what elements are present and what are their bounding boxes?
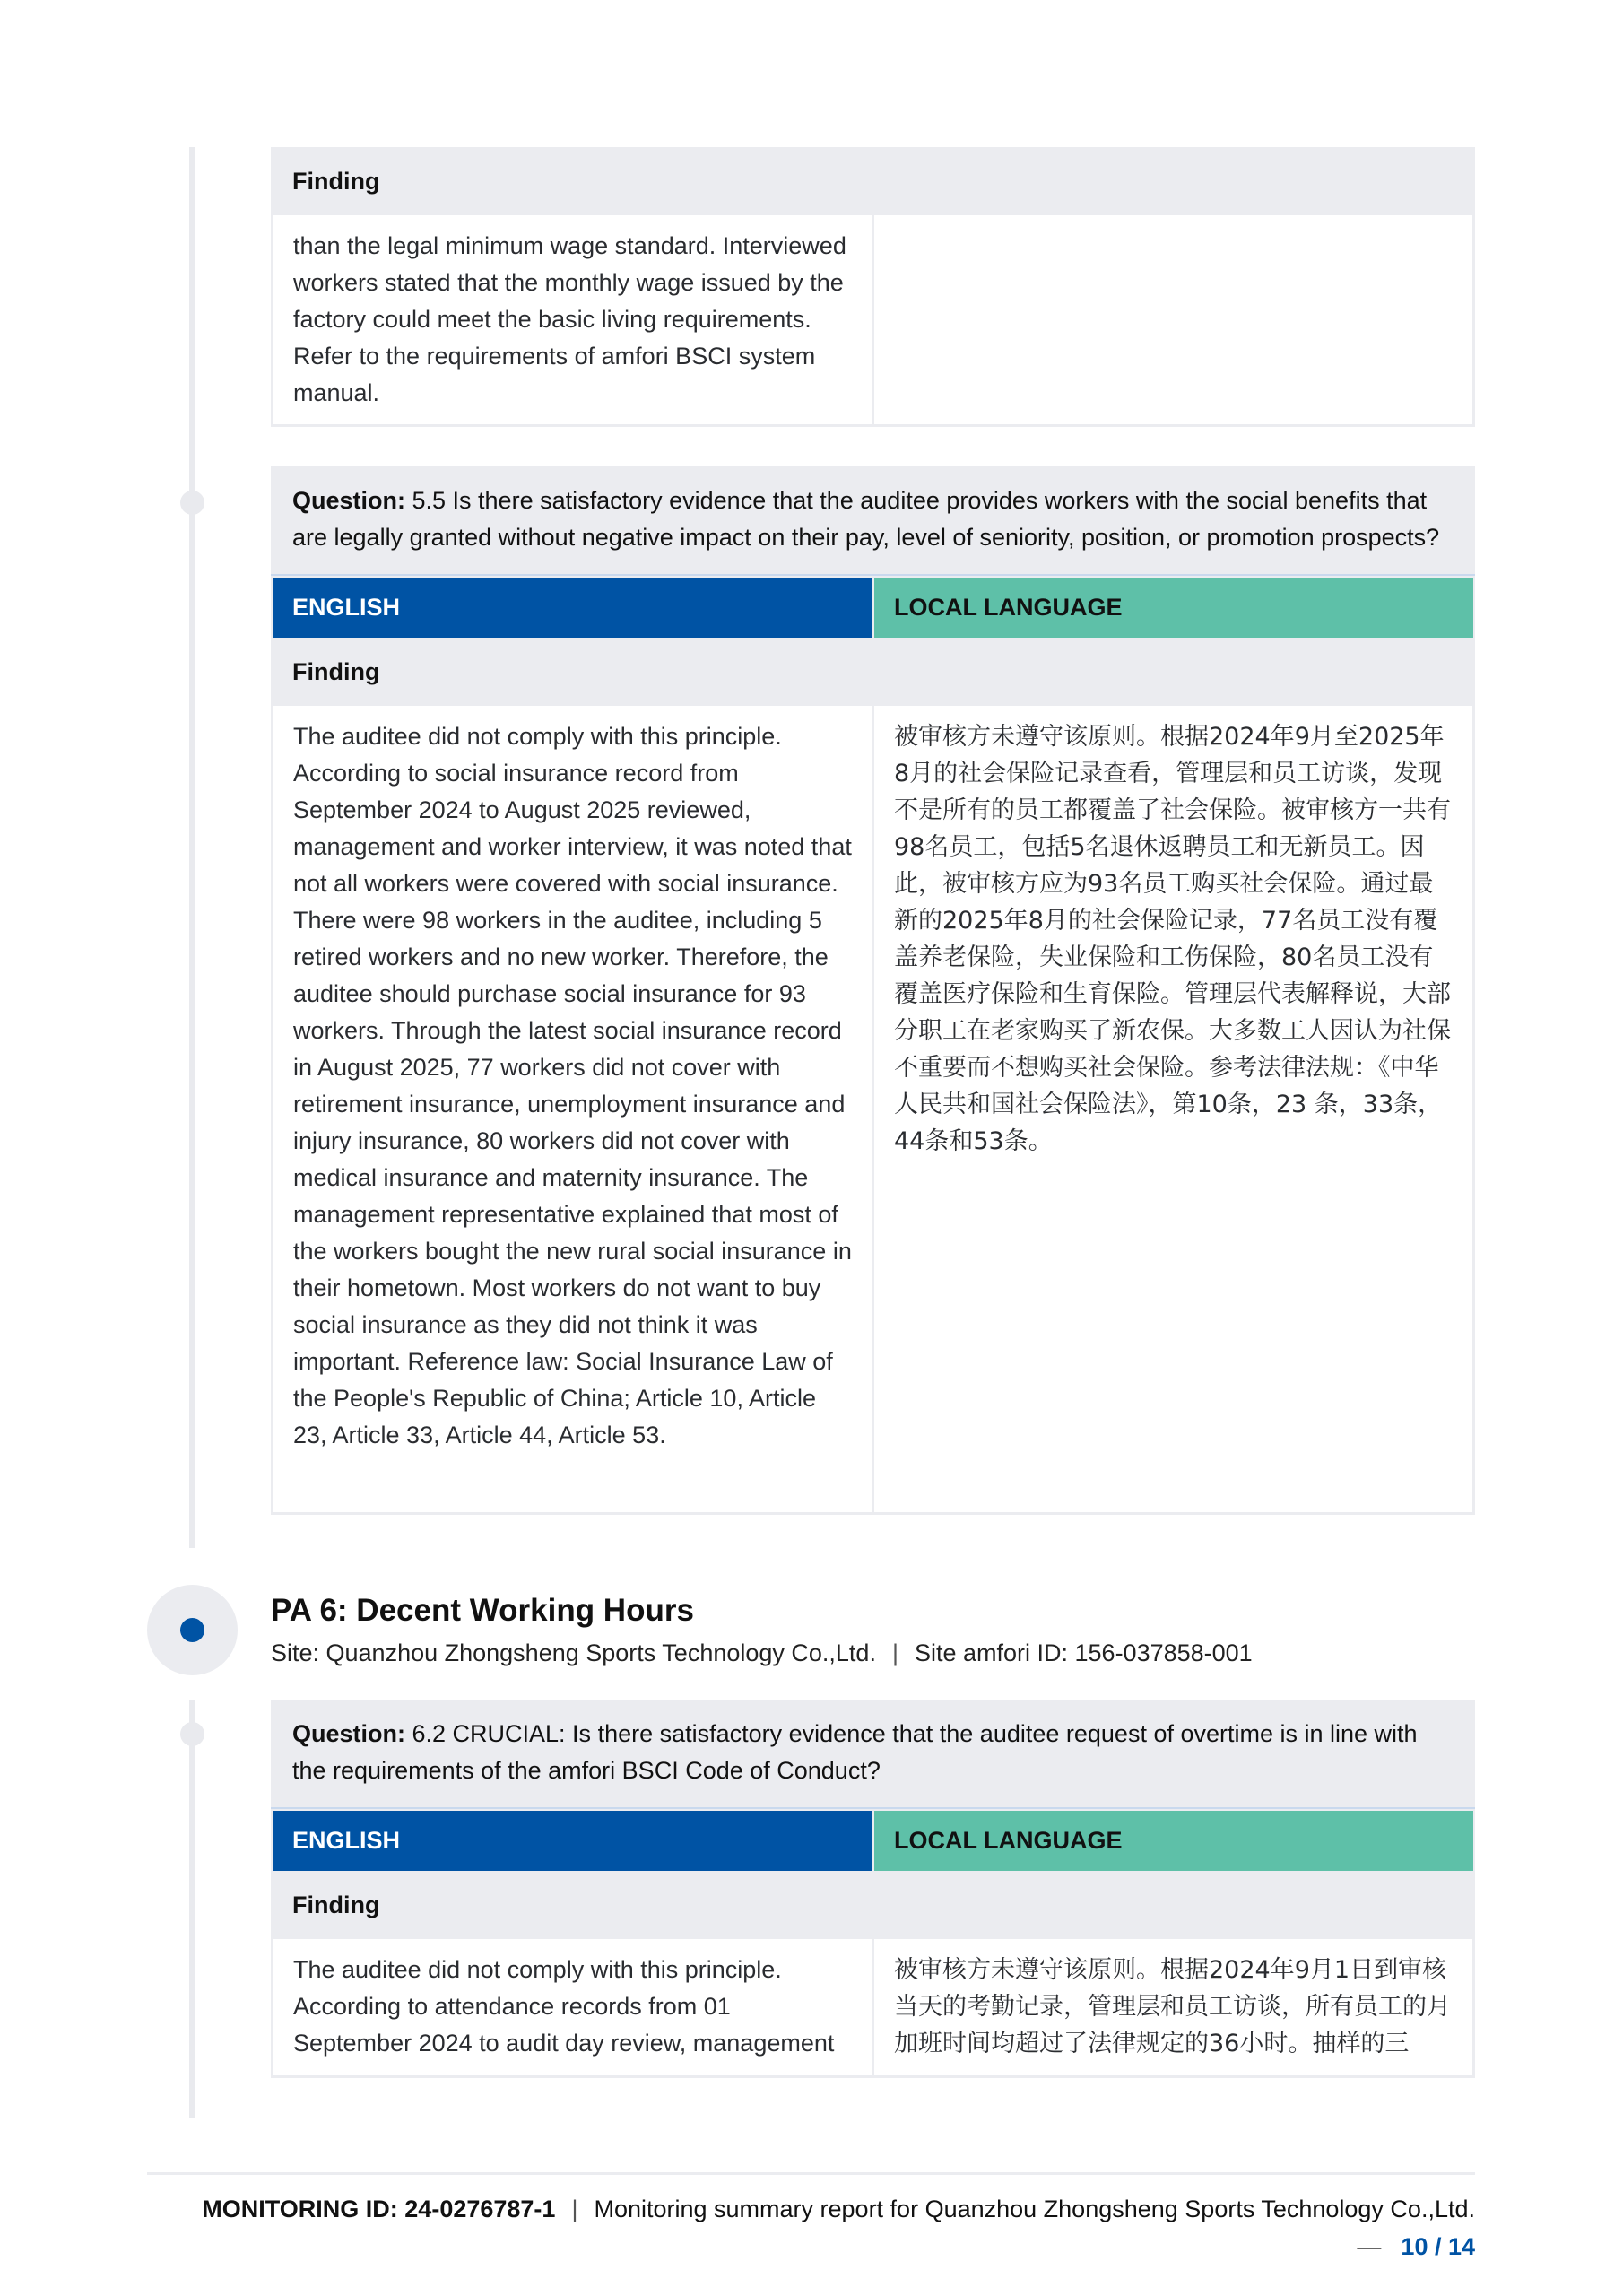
footer-report-info xyxy=(202,2196,1475,2223)
language-header-row xyxy=(271,574,1475,638)
finding-label: Finding xyxy=(271,147,1475,215)
finding-english-text: The auditee did not comply with this principle. According to social insurance record from September 2024 to August 2025 reviewed, management and worker interview, it was noted that not all workers were covered with social insurance. There were 98 workers in the auditee, including 5 retired workers and no new worker. Therefore, the auditee should purchase social insurance for 93 workers. Through the latest social insurance record in August 2025, 77 workers did not cover with retirement insurance, unemployment insurance and injury insurance, 80 workers did not cover with medical insurance and maternity insurance. The management representative explained that most of the workers bought the new rural social insurance in their hometown. Most workers do not want to buy social insurance as they did not think it was important. Reference law: Social Insurance Law of the People's Republic of China; Article 10, Article 23, Article 33, Article 44, Article 53. xyxy=(273,706,874,1512)
timeline-line xyxy=(189,147,195,1548)
page-dash: — xyxy=(1357,2233,1382,2260)
finding-english-text: than the legal minimum wage standard. Interviewed workers stated that the monthly wage issued by the factory could meet the basic living requirements. Refer to the requirements of amfori BSCI system manual. xyxy=(273,215,874,424)
page-number: 10 / 14 xyxy=(1401,2233,1475,2260)
local-language-column-header: LOCAL LANGUAGE xyxy=(874,1811,1473,1871)
site-amfori-id: Site amfori ID: 156-037858-001 xyxy=(914,1639,1253,1666)
timeline-node-icon xyxy=(180,1722,204,1746)
question-label: Question: xyxy=(292,1720,405,1747)
separator: | xyxy=(571,2196,578,2222)
section-site-info xyxy=(271,1639,1253,1667)
question-text xyxy=(271,466,1475,574)
finding-local-text: 被审核方未遵守该原则。根据2024年9月至2025年8月的社会保险记录查看，管理层和员工访谈，发现不是所有的员工都覆盖了社会保险。被审核方一共有98名员工，包括5名退休返聘员工和无新员工。因此，被审核方应为93名员工购买社会保险。通过最新的2025年8月的社会保险记录，77名员工没有覆盖养老保险，失业保险和工伤保险，80名员工没有覆盖医疗保险和生育保险。管理层代表解释说，大部分职工在老家购买了新农保。大多数工人因认为社保不重要而不想购买社会保险。参考法律法规：《中华人民共和国社会保险法》，第10条，23 条，33条， 44条和53条。 xyxy=(894,723,1451,1155)
finding-table-continued xyxy=(271,147,1475,427)
section-title: PA 6: Decent Working Hours xyxy=(271,1593,694,1628)
monitoring-id: MONITORING ID: 24-0276787-1 xyxy=(202,2196,556,2222)
section-marker-dot-icon xyxy=(180,1618,204,1642)
finding-english-text: The auditee did not comply with this principle. According to attendance records from 01 September 2024 to audit day review, management xyxy=(273,1939,874,2075)
timeline-line xyxy=(189,1700,195,2118)
english-column-header: ENGLISH xyxy=(273,1811,872,1871)
question-body: 5.5 Is there satisfactory evidence that the auditee provides workers with the social benefits that are legally granted without negative impact on their pay, level of seniority, position, or promotion prospects? xyxy=(292,487,1440,551)
section-marker-icon xyxy=(147,1585,238,1675)
language-header-row xyxy=(271,1807,1475,1871)
finding-label: Finding xyxy=(271,1871,1475,1939)
local-language-column-header: LOCAL LANGUAGE xyxy=(874,578,1473,638)
question-block-6-2 xyxy=(271,1700,1475,2078)
finding-local-text xyxy=(874,215,1472,424)
question-body: 6.2 CRUCIAL: Is there satisfactory evidence that the auditee request of overtime is in line with the requirements of the amfori BSCI Code of Conduct? xyxy=(292,1720,1418,1784)
timeline-node-icon xyxy=(180,491,204,515)
question-text xyxy=(271,1700,1475,1807)
report-title: Monitoring summary report for Quanzhou Zhongsheng Sports Technology Co.,Ltd. xyxy=(594,2196,1475,2222)
finding-label: Finding xyxy=(271,638,1475,706)
english-column-header: ENGLISH xyxy=(273,578,872,638)
finding-local-text: 被审核方未遵守该原则。根据2024年9月1日到审核当天的考勤记录，管理层和员工访谈，所有员工的月加班时间均超过了法律规定的36小时。抽样的三 xyxy=(894,1956,1451,2057)
footer-divider xyxy=(147,2172,1475,2175)
finding-content-row xyxy=(271,706,1475,1515)
page-indicator xyxy=(1357,2233,1475,2261)
question-block-5-5 xyxy=(271,466,1475,1515)
finding-content-row xyxy=(271,1939,1475,2078)
site-name: Site: Quanzhou Zhongsheng Sports Technology Co.,Ltd. xyxy=(271,1639,876,1666)
question-label: Question: xyxy=(292,487,405,514)
separator: | xyxy=(891,1639,898,1666)
finding-content-row xyxy=(271,215,1475,427)
